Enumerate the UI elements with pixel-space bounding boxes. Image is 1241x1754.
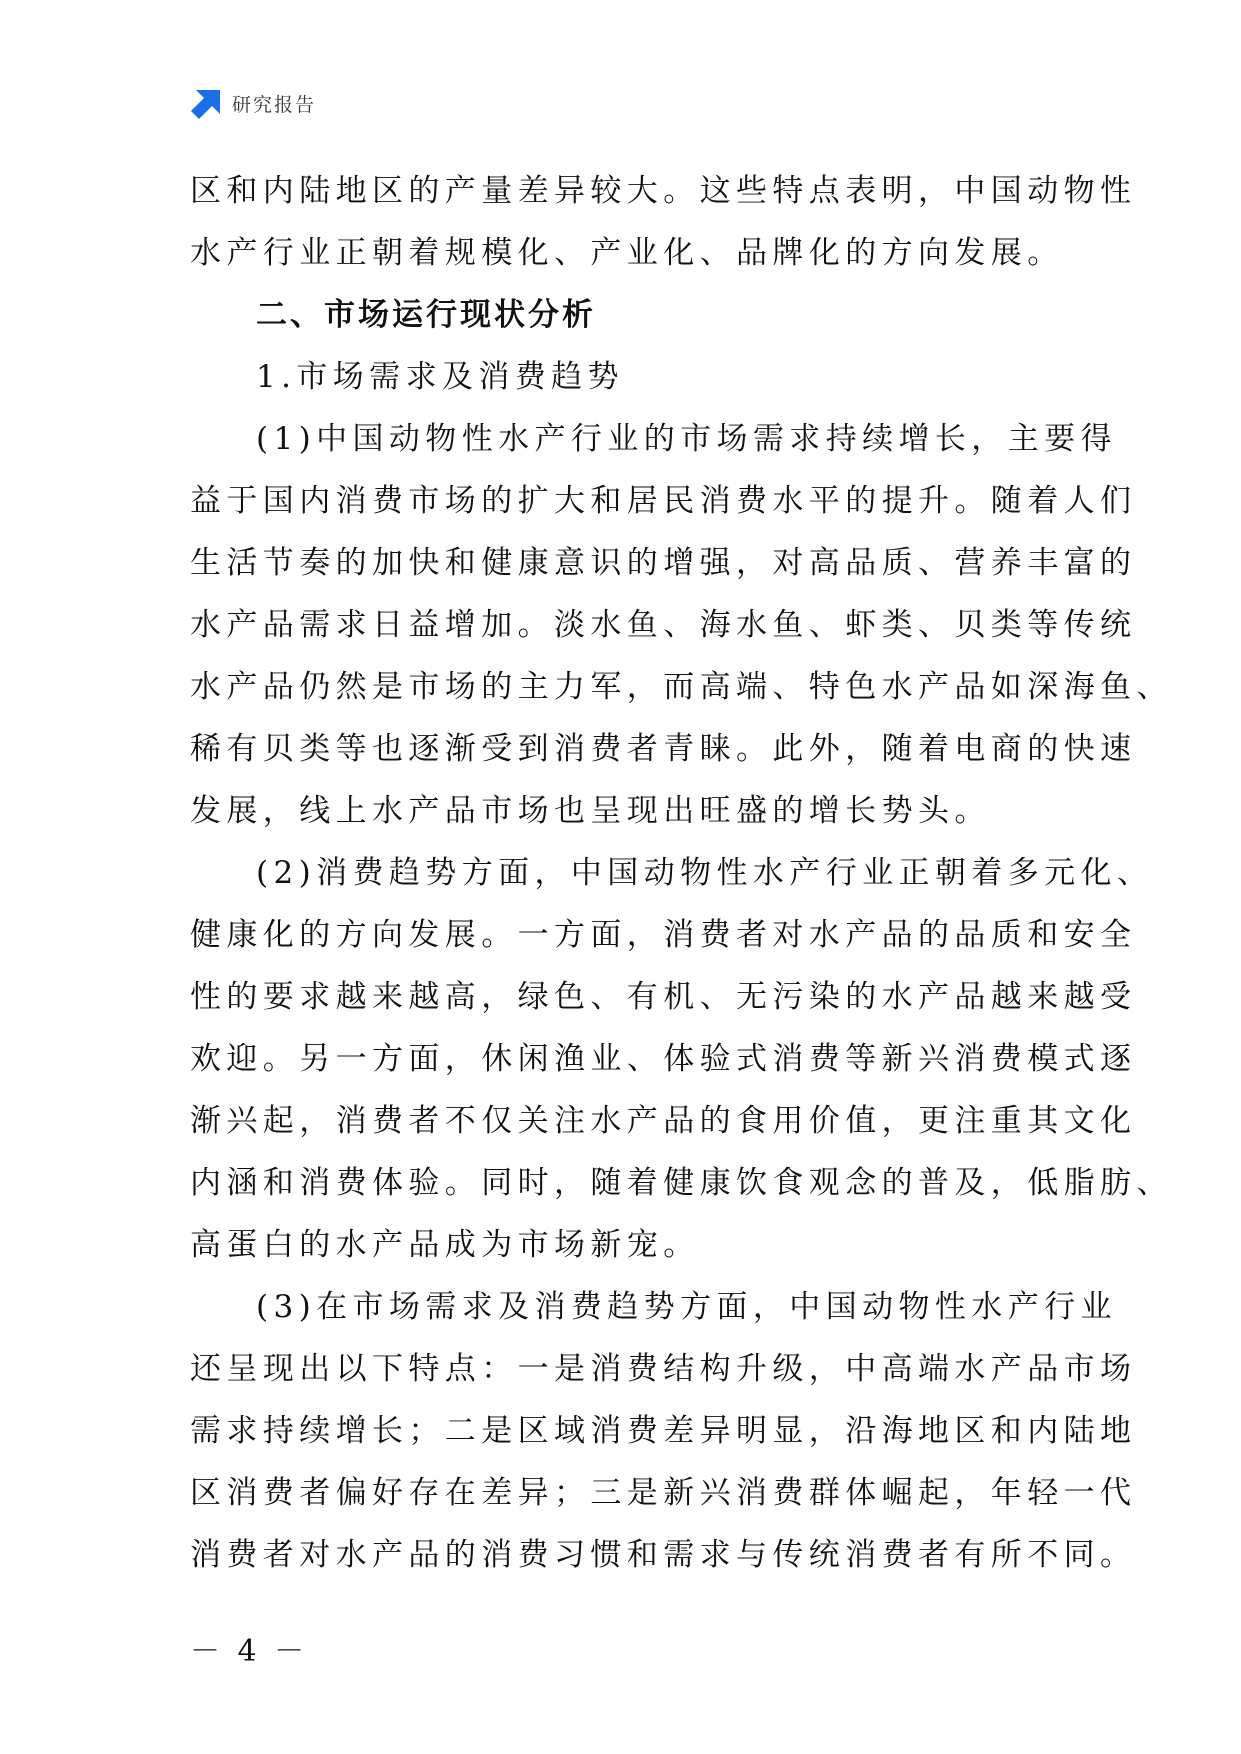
- paragraph-line: 发展，线上水产品市场也呈现出旺盛的增长势头。: [190, 793, 991, 829]
- paragraph-line: 益于国内消费市场的扩大和居民消费水平的提升。随着人们: [190, 483, 1137, 519]
- subsection-heading: 1.市场需求及消费趋势: [256, 359, 624, 395]
- paragraph-line: 内涵和消费体验。同时，随着健康饮食观念的普及，低脂肪、: [190, 1165, 1173, 1201]
- paragraph-line: (1)中国动物性水产行业的市场需求持续增长，主要得: [256, 421, 1117, 457]
- paragraph-line: 还呈现出以下特点：一是消费结构升级，中高端水产品市场: [190, 1351, 1137, 1387]
- paragraph-line: 性的要求越来越高，绿色、有机、无污染的水产品越来越受: [190, 979, 1137, 1015]
- paragraph-line: 区消费者偏好存在差异；三是新兴消费群体崛起，年轻一代: [190, 1475, 1137, 1511]
- text-line: 区和内陆地区的产量差异较大。这些特点表明，中国动物性: [190, 173, 1137, 209]
- page-number: － 4 －: [190, 1634, 309, 1669]
- section-heading: 二、市场运行现状分析: [256, 297, 596, 333]
- paragraph-line: 高蛋白的水产品成为市场新宠。: [190, 1227, 700, 1263]
- report-label: 研究报告: [232, 93, 317, 116]
- paragraph-line: 生活节奏的加快和健康意识的增强，对高品质、营养丰富的: [190, 545, 1137, 581]
- page-header: [190, 86, 316, 120]
- paragraph-line: (2)消费趋势方面，中国动物性水产行业正朝着多元化、: [256, 855, 1154, 891]
- paragraph-line: 需求持续增长；二是区域消费差异明显，沿海地区和内陆地: [190, 1413, 1137, 1449]
- paragraph-line: 水产品需求日益增加。淡水鱼、海水鱼、虾类、贝类等传统: [190, 607, 1137, 643]
- paragraph-line: 欢迎。另一方面，休闲渔业、体验式消费等新兴消费模式逐: [190, 1041, 1137, 1077]
- paragraph-line: 水产品仍然是市场的主力军，而高端、特色水产品如深海鱼、: [190, 669, 1173, 705]
- paragraph-line: 渐兴起，消费者不仅关注水产品的食用价值，更注重其文化: [190, 1103, 1137, 1139]
- document-body: [190, 160, 1173, 1586]
- paragraph-line: 消费者对水产品的消费习惯和需求与传统消费者有所不同。: [190, 1537, 1137, 1573]
- paragraph-line: 健康化的方向发展。一方面，消费者对水产品的品质和安全: [190, 917, 1137, 953]
- paragraph-line: (3)在市场需求及消费趋势方面，中国动物性水产行业: [256, 1289, 1117, 1325]
- text-line: 水产行业正朝着规模化、产业化、品牌化的方向发展。: [190, 235, 1064, 271]
- arrow-up-right-icon: [190, 86, 224, 120]
- paragraph-line: 稀有贝类等也逐渐受到消费者青睐。此外，随着电商的快速: [190, 731, 1137, 767]
